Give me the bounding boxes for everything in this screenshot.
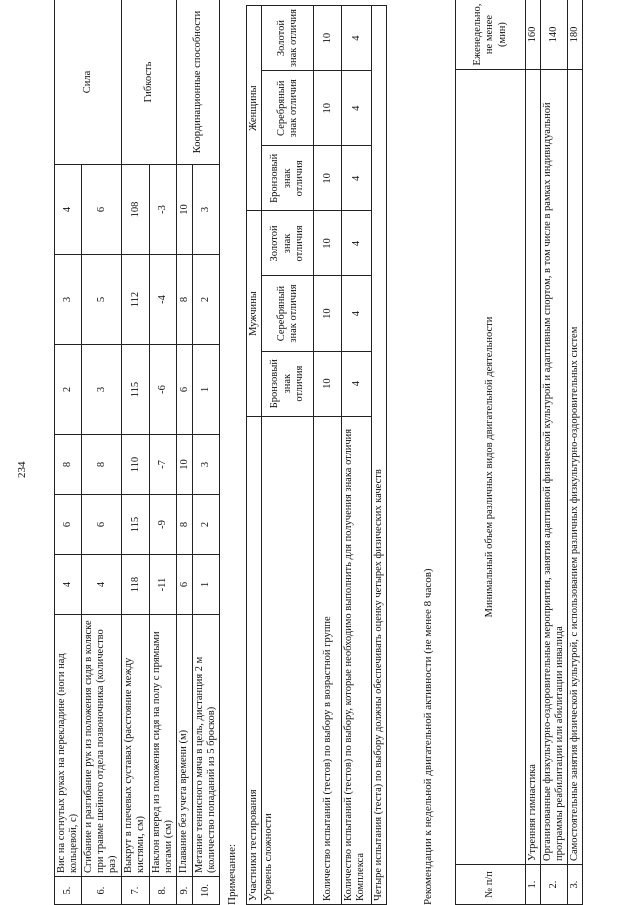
value-cell: -3 bbox=[150, 165, 177, 255]
minutes-cell: 180 bbox=[568, 0, 583, 70]
table-row bbox=[247, 6, 262, 905]
value-cell: 4 bbox=[342, 146, 372, 211]
table-row bbox=[568, 0, 583, 905]
table-row bbox=[541, 0, 568, 905]
value-cell: 6 bbox=[55, 495, 82, 555]
test-name: Выкрут в плечевых суставах (расстояние между кистями, см) bbox=[122, 615, 150, 877]
table-row bbox=[372, 6, 387, 905]
value-cell: 118 bbox=[122, 555, 150, 615]
value-cell: 6 bbox=[82, 165, 122, 255]
value-cell: 10 bbox=[314, 146, 342, 211]
table-row bbox=[314, 6, 342, 905]
row-number: 7. bbox=[122, 877, 150, 905]
table-row bbox=[456, 0, 526, 905]
activity-cell: Организованные физкультурно-оздоровительные мероприятия, занятия адаптивной физической культурой и адаптивным спортом, в том числе в рамках индивидуальной программы реабилитации или абилитации инвалида bbox=[541, 70, 568, 865]
value-cell: 4 bbox=[55, 555, 82, 615]
men-header: Мужчины bbox=[247, 211, 262, 416]
activity-cell: Утренняя гимнастика bbox=[526, 70, 541, 865]
women-header: Женщины bbox=[247, 6, 262, 211]
value-cell: 4 bbox=[342, 351, 372, 416]
value-cell: -11 bbox=[150, 555, 177, 615]
value-cell: 4 bbox=[82, 555, 122, 615]
value-cell: 108 bbox=[122, 165, 150, 255]
page-number: 234 bbox=[16, 461, 28, 478]
column-header: Еженедельно, не менее (мин) bbox=[456, 0, 526, 70]
column-header: Минимальный объем различных видов двигательной деятельности bbox=[456, 70, 526, 865]
value-cell: -7 bbox=[150, 435, 177, 495]
row-number: 10. bbox=[193, 877, 220, 905]
value-cell: 8 bbox=[177, 255, 193, 345]
row-label: Количество испытаний (тестов) по выбору в возрастной группе bbox=[314, 416, 342, 904]
quality-group: Гибкость bbox=[122, 0, 177, 165]
value-cell: 4 bbox=[55, 165, 82, 255]
test-name: Наклон вперед из положения сидя на полу с прямыми ногами (см) bbox=[150, 615, 177, 877]
value-cell: 8 bbox=[55, 435, 82, 495]
table-row bbox=[122, 0, 150, 905]
minutes-cell: 160 bbox=[526, 0, 541, 70]
row-label: Количество испытаний (тестов) по выбору, которые необходимо выполнить для получения знака отличия Комплекса bbox=[342, 416, 372, 904]
value-cell: 6 bbox=[177, 345, 193, 435]
value-cell: 10 bbox=[177, 435, 193, 495]
test-name: Вис на согнутых руках на перекладине (ноги над кольцевой, с) bbox=[55, 615, 82, 877]
note-table bbox=[246, 5, 387, 905]
value-cell: 1 bbox=[193, 555, 220, 615]
value-cell: 8 bbox=[177, 495, 193, 555]
badge-header: Золотой знак отличия bbox=[262, 211, 314, 276]
value-cell: 2 bbox=[55, 345, 82, 435]
value-cell: 2 bbox=[193, 495, 220, 555]
badge-header: Золотой знак отличия bbox=[262, 6, 314, 71]
table-row bbox=[342, 6, 372, 905]
value-cell: 4 bbox=[342, 71, 372, 146]
value-cell: -6 bbox=[150, 345, 177, 435]
value-cell: -9 bbox=[150, 495, 177, 555]
value-cell: 10 bbox=[177, 165, 193, 255]
note-title: Примечание: bbox=[226, 843, 238, 905]
test-name: Сгибание и разгибание рук из положения сидя в коляске при травме шейного отдела позвоночника (количество раз) bbox=[82, 615, 122, 877]
value-cell: 2 bbox=[193, 255, 220, 345]
column-header: № п/п bbox=[456, 865, 526, 905]
value-cell: 3 bbox=[55, 255, 82, 345]
value-cell: -4 bbox=[150, 255, 177, 345]
badge-header: Серебряный знак отличия bbox=[262, 71, 314, 146]
row-number: 8. bbox=[150, 877, 177, 905]
value-cell: 115 bbox=[122, 345, 150, 435]
row-number: 6. bbox=[82, 877, 122, 905]
level-label: Уровень сложности bbox=[262, 416, 314, 904]
value-cell: 4 bbox=[342, 276, 372, 351]
value-cell: 10 bbox=[314, 276, 342, 351]
value-cell: 10 bbox=[314, 6, 342, 71]
value-cell: 1 bbox=[193, 345, 220, 435]
table-row bbox=[262, 6, 314, 905]
row-number: 3. bbox=[568, 865, 583, 905]
recommendations-table bbox=[455, 0, 583, 905]
badge-header: Серебряный знак отличия bbox=[262, 276, 314, 351]
quality-group: Координационные способности bbox=[177, 0, 220, 165]
note-footer: Четыре испытания (теста) по выбору должны обеспечивать оценку четырех физических качеств bbox=[372, 6, 387, 905]
row-number: 9. bbox=[177, 877, 193, 905]
value-cell: 8 bbox=[82, 435, 122, 495]
value-cell: 10 bbox=[314, 351, 342, 416]
test-name: Метание теннисного мяча в цель, дистанция 2 м (количество попаданий из 5 бросков) bbox=[193, 615, 220, 877]
tests-table bbox=[54, 0, 220, 905]
value-cell: 3 bbox=[193, 435, 220, 495]
badge-header: Бронзовый знак отличия bbox=[262, 146, 314, 211]
test-name: Плавание без учета времени (м) bbox=[177, 615, 193, 877]
value-cell: 10 bbox=[314, 71, 342, 146]
value-cell: 112 bbox=[122, 255, 150, 345]
value-cell: 6 bbox=[82, 495, 122, 555]
value-cell: 115 bbox=[122, 495, 150, 555]
table-row bbox=[177, 0, 193, 905]
table-row bbox=[55, 0, 82, 905]
row-number: 2. bbox=[541, 865, 568, 905]
participants-label: Участники тестирования bbox=[247, 416, 262, 904]
badge-header: Бронзовый знак отличия bbox=[262, 351, 314, 416]
value-cell: 4 bbox=[342, 211, 372, 276]
value-cell: 5 bbox=[82, 255, 122, 345]
table-row bbox=[526, 0, 541, 905]
value-cell: 3 bbox=[193, 165, 220, 255]
quality-group: Сила bbox=[55, 0, 122, 165]
value-cell: 6 bbox=[177, 555, 193, 615]
minutes-cell: 140 bbox=[541, 0, 568, 70]
activity-cell: Самостоятельные занятия физической культурой, с использованием различных физкультурно-оздоровительных систем bbox=[568, 70, 583, 865]
value-cell: 3 bbox=[82, 345, 122, 435]
value-cell: 10 bbox=[314, 211, 342, 276]
row-number: 5. bbox=[55, 877, 82, 905]
value-cell: 110 bbox=[122, 435, 150, 495]
row-number: 1. bbox=[526, 865, 541, 905]
recommendations-title: Рекомендации к недельной двигательной активности (не менее 8 часов) bbox=[422, 568, 434, 905]
value-cell: 4 bbox=[342, 6, 372, 71]
